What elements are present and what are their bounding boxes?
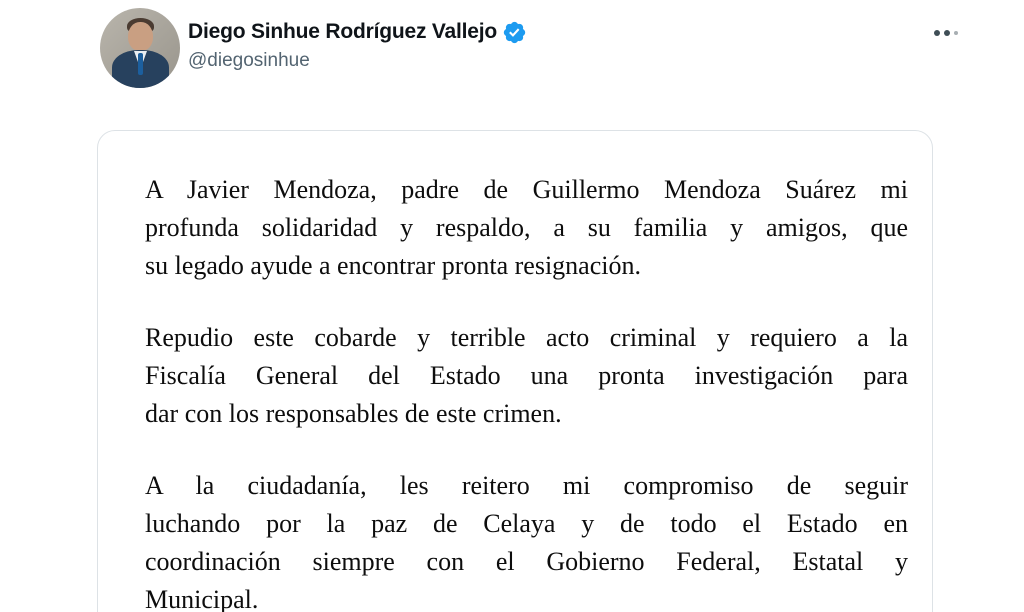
text-line: coordinación siempre con el Gobierno Federal, Estatal y [145, 547, 908, 576]
paragraph [145, 319, 908, 433]
image-text-content [98, 131, 932, 612]
text-line: Municipal. [145, 585, 259, 612]
author-name-row[interactable] [188, 19, 527, 45]
text-line: luchando por la paz de Celaya y de todo el Estado en [145, 509, 908, 538]
text-line: Repudio este cobarde y terrible acto criminal y requiero a la [145, 323, 908, 352]
text-line: A Javier Mendoza, padre de Guillermo Mendoza Suárez mi [145, 175, 908, 204]
paragraph [145, 467, 908, 612]
tweet-image-attachment[interactable] [97, 130, 933, 612]
more-horizontal-icon [934, 30, 940, 36]
text-line: Fiscalía General del Estado una pronta investigación para [145, 361, 908, 390]
avatar-person-head [128, 22, 153, 51]
text-line: A la ciudadanía, les reitero mi compromiso de seguir [145, 471, 908, 500]
author-block [188, 8, 527, 73]
paragraph [145, 171, 908, 285]
avatar-person-tie [138, 53, 143, 75]
more-options-button[interactable] [932, 24, 960, 42]
verified-badge-icon [502, 20, 527, 45]
tweet-header [100, 8, 527, 88]
text-line: dar con los responsables de este crimen. [145, 399, 562, 428]
author-name[interactable]: Diego Sinhue Rodríguez Vallejo [188, 20, 498, 43]
text-line: su legado ayude a encontrar pronta resignación. [145, 251, 641, 280]
text-line: profunda solidaridad y respaldo, a su familia y amigos, que [145, 213, 908, 242]
avatar[interactable] [100, 8, 180, 88]
author-handle[interactable]: @diegosinhue [188, 50, 310, 71]
